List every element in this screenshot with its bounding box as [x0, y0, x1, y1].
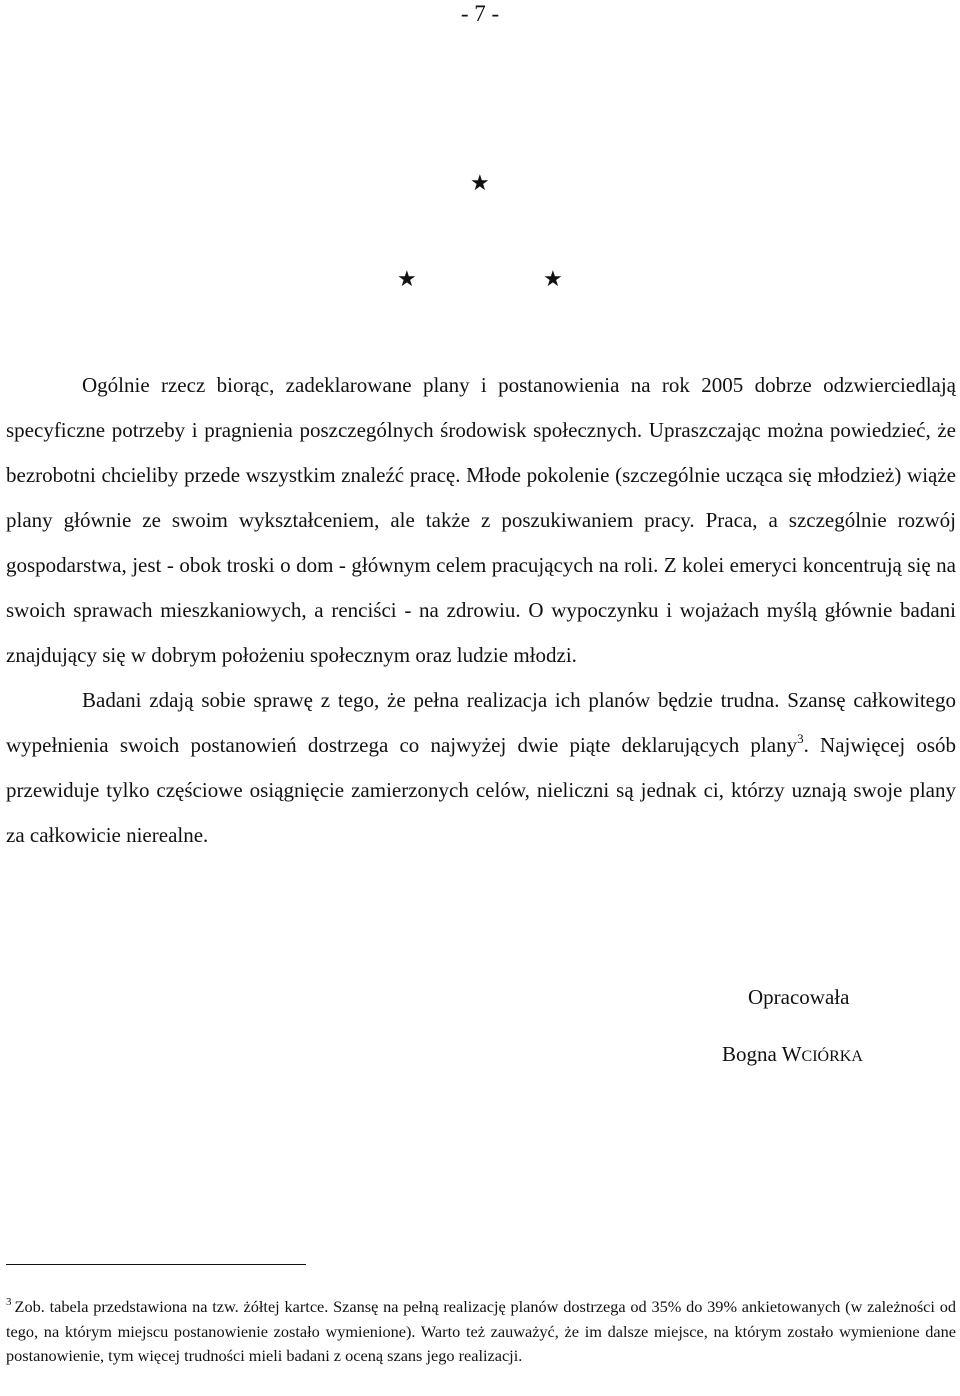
body-text [6, 363, 956, 858]
star-icon: ★ [543, 266, 563, 291]
author-name-first: Bogna W [722, 1042, 802, 1066]
footnote-text: Zob. tabela przedstawiona na tzw. żółtej kartce. Szansę na pełną realizację planów dostrzega od 35% do 39% ankietowanych (w zależności od tego, na którym miejscu postanowienie zostało wymienione). Warto też zauważyć, że im dalsze miejsce, na którym zostało wymienione dane postanowienie, tym więcej trudności mieli badani z oceną szans jego realizacji. [6, 1297, 956, 1365]
page-number: - 7 - [460, 1, 500, 26]
star-icon: ★ [470, 170, 490, 195]
paragraph-1: Ogólnie rzecz biorąc, zadeklarowane plany i postanowienia na rok 2005 dobrze odzwierciedlają specyficzne potrzeby i pragnienia poszczególnych środowisk społecznych. Upraszczając można powiedzieć, że bezrobotni chcieliby przede wszystkim znaleźć pracę. Młode pokolenie (szczególnie ucząca się młodzież) wiąże plany głównie ze swoim wykształceniem, ale także z poszukiwaniem pracy. Praca, a szczególnie rozwój gospodarstwa, jest - obok troski o dom - głównym celem pracujących na roli. Z kolei emeryci koncentrują się na swoich sprawach mieszkaniowych, a renciści - na zdrowiu. O wypoczynku i wojażach myślą głównie badani znajdujący się w dobrym położeniu społecznym oraz ludzie młodzi. [6, 373, 956, 667]
paragraph-2-end: . Najwięcej osób przewiduje tylko częściowe osiągnięcie zamierzonych celów, nieliczni są jednak ci, którzy uznają swoje plany za całkowicie nierealne. [6, 733, 957, 847]
signature-label: Opracowała [748, 985, 850, 1009]
author-name-smallcaps: CIÓRKA [801, 1048, 863, 1065]
footnote-divider [6, 1264, 306, 1265]
footnote-reference: 3 [797, 731, 804, 746]
paragraph-2 [6, 678, 956, 858]
author-name [722, 1040, 960, 1071]
star-icon: ★ [397, 266, 417, 291]
footnote-number: 3 [6, 1296, 12, 1308]
paragraph-2-start: Badani zdają sobie sprawę z tego, że pełna realizacja ich planów będzie trudna. Szansę całkowitego wypełnienia swoich postanowień dostrzega co najwyżej dwie piąte deklarujących plany [6, 688, 956, 757]
footnote [6, 1295, 956, 1369]
